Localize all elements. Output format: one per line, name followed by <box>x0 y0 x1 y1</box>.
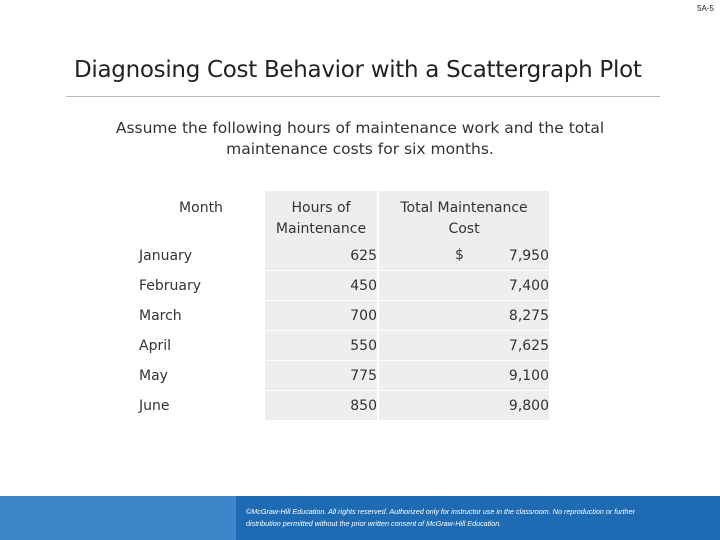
cell-cost: 8,275 <box>379 300 549 330</box>
cell-cost-value: 7,950 <box>508 247 549 264</box>
header-cost <box>379 191 549 241</box>
header-hours-line-2: Maintenance <box>275 221 367 237</box>
table-row <box>139 270 549 300</box>
table-row <box>139 241 549 270</box>
table-header-row <box>139 191 549 241</box>
cell-hours: 775 <box>263 360 379 390</box>
copyright-line-2: distribution permitted without the prior written consent of McGraw-Hill Education. <box>246 519 502 528</box>
cell-hours: 550 <box>263 330 379 360</box>
header-cost-line-1: Total Maintenance <box>400 200 528 216</box>
table-row <box>139 330 549 360</box>
title-divider <box>66 96 660 97</box>
header-cost-line-2: Cost <box>448 221 480 237</box>
cell-month: May <box>139 360 263 390</box>
header-month-label: Month <box>179 200 223 216</box>
cell-month: June <box>139 390 263 420</box>
slide-number: 5A-5 <box>697 4 714 13</box>
header-month <box>139 191 263 241</box>
cell-cost: 7,625 <box>379 330 549 360</box>
cell-hours: 700 <box>263 300 379 330</box>
slide-title: Diagnosing Cost Behavior with a Scattergraph Plot <box>74 57 642 83</box>
copyright-notice <box>246 506 720 530</box>
cell-cost: 7,400 <box>379 270 549 300</box>
table-row <box>139 300 549 330</box>
cell-cost: 9,800 <box>379 390 549 420</box>
maintenance-table <box>139 191 549 420</box>
currency-symbol: $ <box>455 247 464 263</box>
cell-hours: 850 <box>263 390 379 420</box>
subtitle <box>40 118 680 160</box>
subtitle-line-1: Assume the following hours of maintenance work and the total <box>115 119 605 137</box>
table-row <box>139 360 549 390</box>
table-row <box>139 390 549 420</box>
header-hours <box>263 191 379 241</box>
header-hours-line-1: Hours of <box>291 200 351 216</box>
copyright-line-1: ©McGraw-Hill Education. All rights reserved. Authorized only for instructor use in the classroom. No reproduction or further <box>246 507 636 516</box>
footer-bar <box>0 496 720 540</box>
cell-cost: 9,100 <box>379 360 549 390</box>
subtitle-line-2: maintenance costs for six months. <box>226 140 494 158</box>
cell-month: April <box>139 330 263 360</box>
cell-hours: 450 <box>263 270 379 300</box>
cell-month: January <box>139 247 193 264</box>
cell-cost <box>379 241 549 270</box>
footer-accent-stripe <box>0 496 236 540</box>
cell-hours: 625 <box>263 241 379 270</box>
cell-month: February <box>139 270 263 300</box>
cell-month: March <box>139 300 263 330</box>
